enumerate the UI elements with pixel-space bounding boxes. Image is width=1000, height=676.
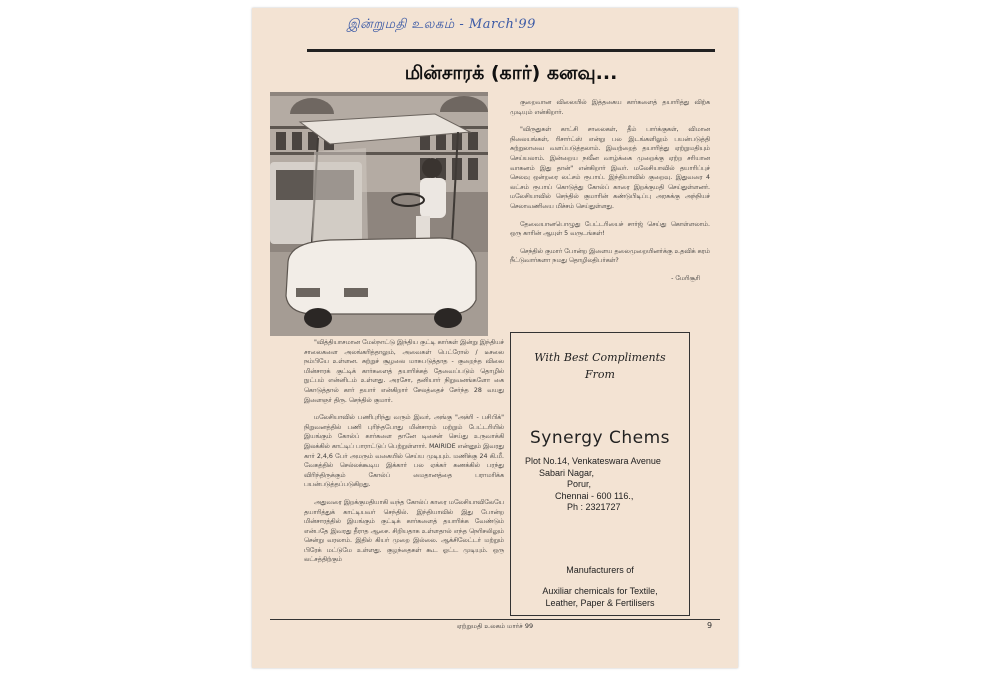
ad-address-line: Sabari Nagar, <box>539 467 595 478</box>
article-headline: மின்சாரக் (கார்) கனவு... <box>404 62 618 84</box>
ad-compliments-line1: With Best Compliments <box>534 351 666 364</box>
ad-products-line1: Auxiliar chemicals for Textile, <box>542 586 658 596</box>
article-paragraph: மலேசியாவில் பணிபுரிந்து வரும் இவர், அங்கு "அக்ரி - பசிபிக்" நிறுவனத்தில் பணி புரிந்தபோது மின்சாரம் மற்றும் பேட்டரியில் இயங்கும் கோல்ப் கார்களை தானே டிசைன் செய்து உருவாக்கி இலக்கில் காட்டிப் பாராட்டுப் பெற்றுள்ளார். MAIRIDE என்னும் இவரது கார் 2,4,6 பேர் அமரும் வகையில் செய்ய முடியும். மணிக்கு 24 கி.மீ. வேகத்தில் செல்லக்கூடிய இக்கார் பல ஏக்கர் கணக்கில் பரந்து விரிந்திருக்கும் கோல்ப் மைதானத்தை பராமரிக்க பயன்படுத்தப்படுகிறது. <box>304 414 504 489</box>
magazine-page <box>252 8 738 668</box>
article-column-left <box>304 338 504 616</box>
advertisement-box <box>510 332 690 616</box>
golf-cart-illustration <box>270 92 488 336</box>
page-number: 9 <box>707 621 713 630</box>
article-paragraph: செந்தில் குமார் போன்ற இளைய தலைமுறையினர்க்கு உதவிக் கரம் நீட்டுவார்களா நமது தொழிலதிபர்கள்? <box>510 247 710 265</box>
ad-address-line: Porur, <box>567 479 592 489</box>
handwritten-note: இன்றுமதி உலகம் - March'99 <box>347 17 536 32</box>
article-column-right <box>510 98 710 330</box>
article-paragraph: "விருதுகள் காட்சி சாலைகள், தீம் பார்க்குகள், விமான நிலையங்கள், ரிசார்ட்ஸ் என்று பல இடங்களிலும் பயன்படுத்தி சுற்றுலாவை வளப்படுத்தலாம். இவற்றைத் தயாரித்து ஏற்றுமதியும் செய்யலாம். இன்றைய நவீன வாழ்க்கை முறைக்கு ஏற்ற சரியான வாகனம் இது தான்" என்கிறார் இவர். மலேசியாவில் தயாரிப்புச் செலவு ஒன்றரை லட்சம் ரூபாய். இந்தியாவில் குறைவு. இதுவரை 4 லட்சம் ரூபாய் கொடுத்து கோல்ப் காரை இறக்குமதி செய்துள்ளனர். மலேசியாவில் செந்தில் குமாரின் கண்டுபிடிப்பு அரசுக்கு அந்நியச் செலாவணியை மிச்சம் செய்துள்ளது. <box>510 126 710 210</box>
ad-address-line: Chennai - 600 116., <box>555 490 634 501</box>
ad-products <box>511 585 689 609</box>
ad-compliments-line2: From <box>585 368 615 381</box>
article-paragraph: குறைவான விலையில் இத்தகைய கார்களைத் தயாரித்து விற்க முடியும் என்கிறார். <box>510 99 710 116</box>
ad-products-line2: Leather, Paper & Fertilisers <box>545 598 655 608</box>
ad-company-name: Synergy Chems <box>529 428 671 448</box>
footer-text: ஏற்றுமதி உலகம் மார்ச் 99 <box>456 622 534 630</box>
golf-cart-photo <box>270 92 488 336</box>
article-paragraph: அதுவரை இறக்குமதியாகி வந்த கோல்ப் காரை மலேசியாவிலேயே தயாரித்துக் காட்டியவர் செந்தில். இந்தியாவில் இது போன்ற மின்சாரத்தில் இயங்கும் குட்டிக் கார்களைத் தயாரிக்க வேண்டும் என்பதே இவரது தீராத ஆசை. சிறியதாக உள்ளதால் எந்த நெரிசலிலும் சென்று வரலாம். இதில் கியர் முறை இல்லை. ஆக்சிலேட்டர் மற்றும் பிரேக் மட்டுமே உள்ளது. குழந்தைகள் கூட ஓட்ட முடியும். ஒரு லட்சத்திற்கும் <box>304 498 504 564</box>
article-paragraph: "வித்தியாசமான மேல்நாட்டு இந்திய குட்டி கார்கள் இன்று இந்தியச் சாலைகளை அலங்கரித்தாலும், அவைகள் பெட்ரோல் / டீசலை நம்பியே உள்ளன. சுற்றுச் சூழலை மாசுபடுத்தாத - குறைந்த விலை மின்சாரக் குட்டிக் கார்களைத் தயாரிக்கத் தேவைப்படும் தொழில் நுட்பம் என்னிடம் உள்ளது. அரசோ, தனியார் நிறுவனங்களோ கை கொடுத்தால் கார் தயார் என்கிறார் சேலத்தைச் சேர்ந்த 28 வயது இளைஞர் திரு. செந்தில் குமார். <box>304 339 504 404</box>
ad-address <box>525 456 685 514</box>
author-signature: - மேரிசூரி <box>671 274 700 282</box>
footer-rule <box>270 619 720 620</box>
ad-manufacturers: Manufacturers of <box>566 565 634 575</box>
ad-compliments <box>511 349 689 383</box>
article-paragraph: தேவையானபொழுது பேட்டரியைச் சார்ஜ் செய்து கொள்ளலாம். ஒரு காரின் ஆயுள் 5 வருடங்கள்! <box>510 220 710 238</box>
ad-address-line: Plot No.14, Venkateswara Avenue <box>525 456 661 466</box>
header-rule <box>307 49 715 52</box>
ad-address-line: Ph : 2321727 <box>567 502 621 512</box>
